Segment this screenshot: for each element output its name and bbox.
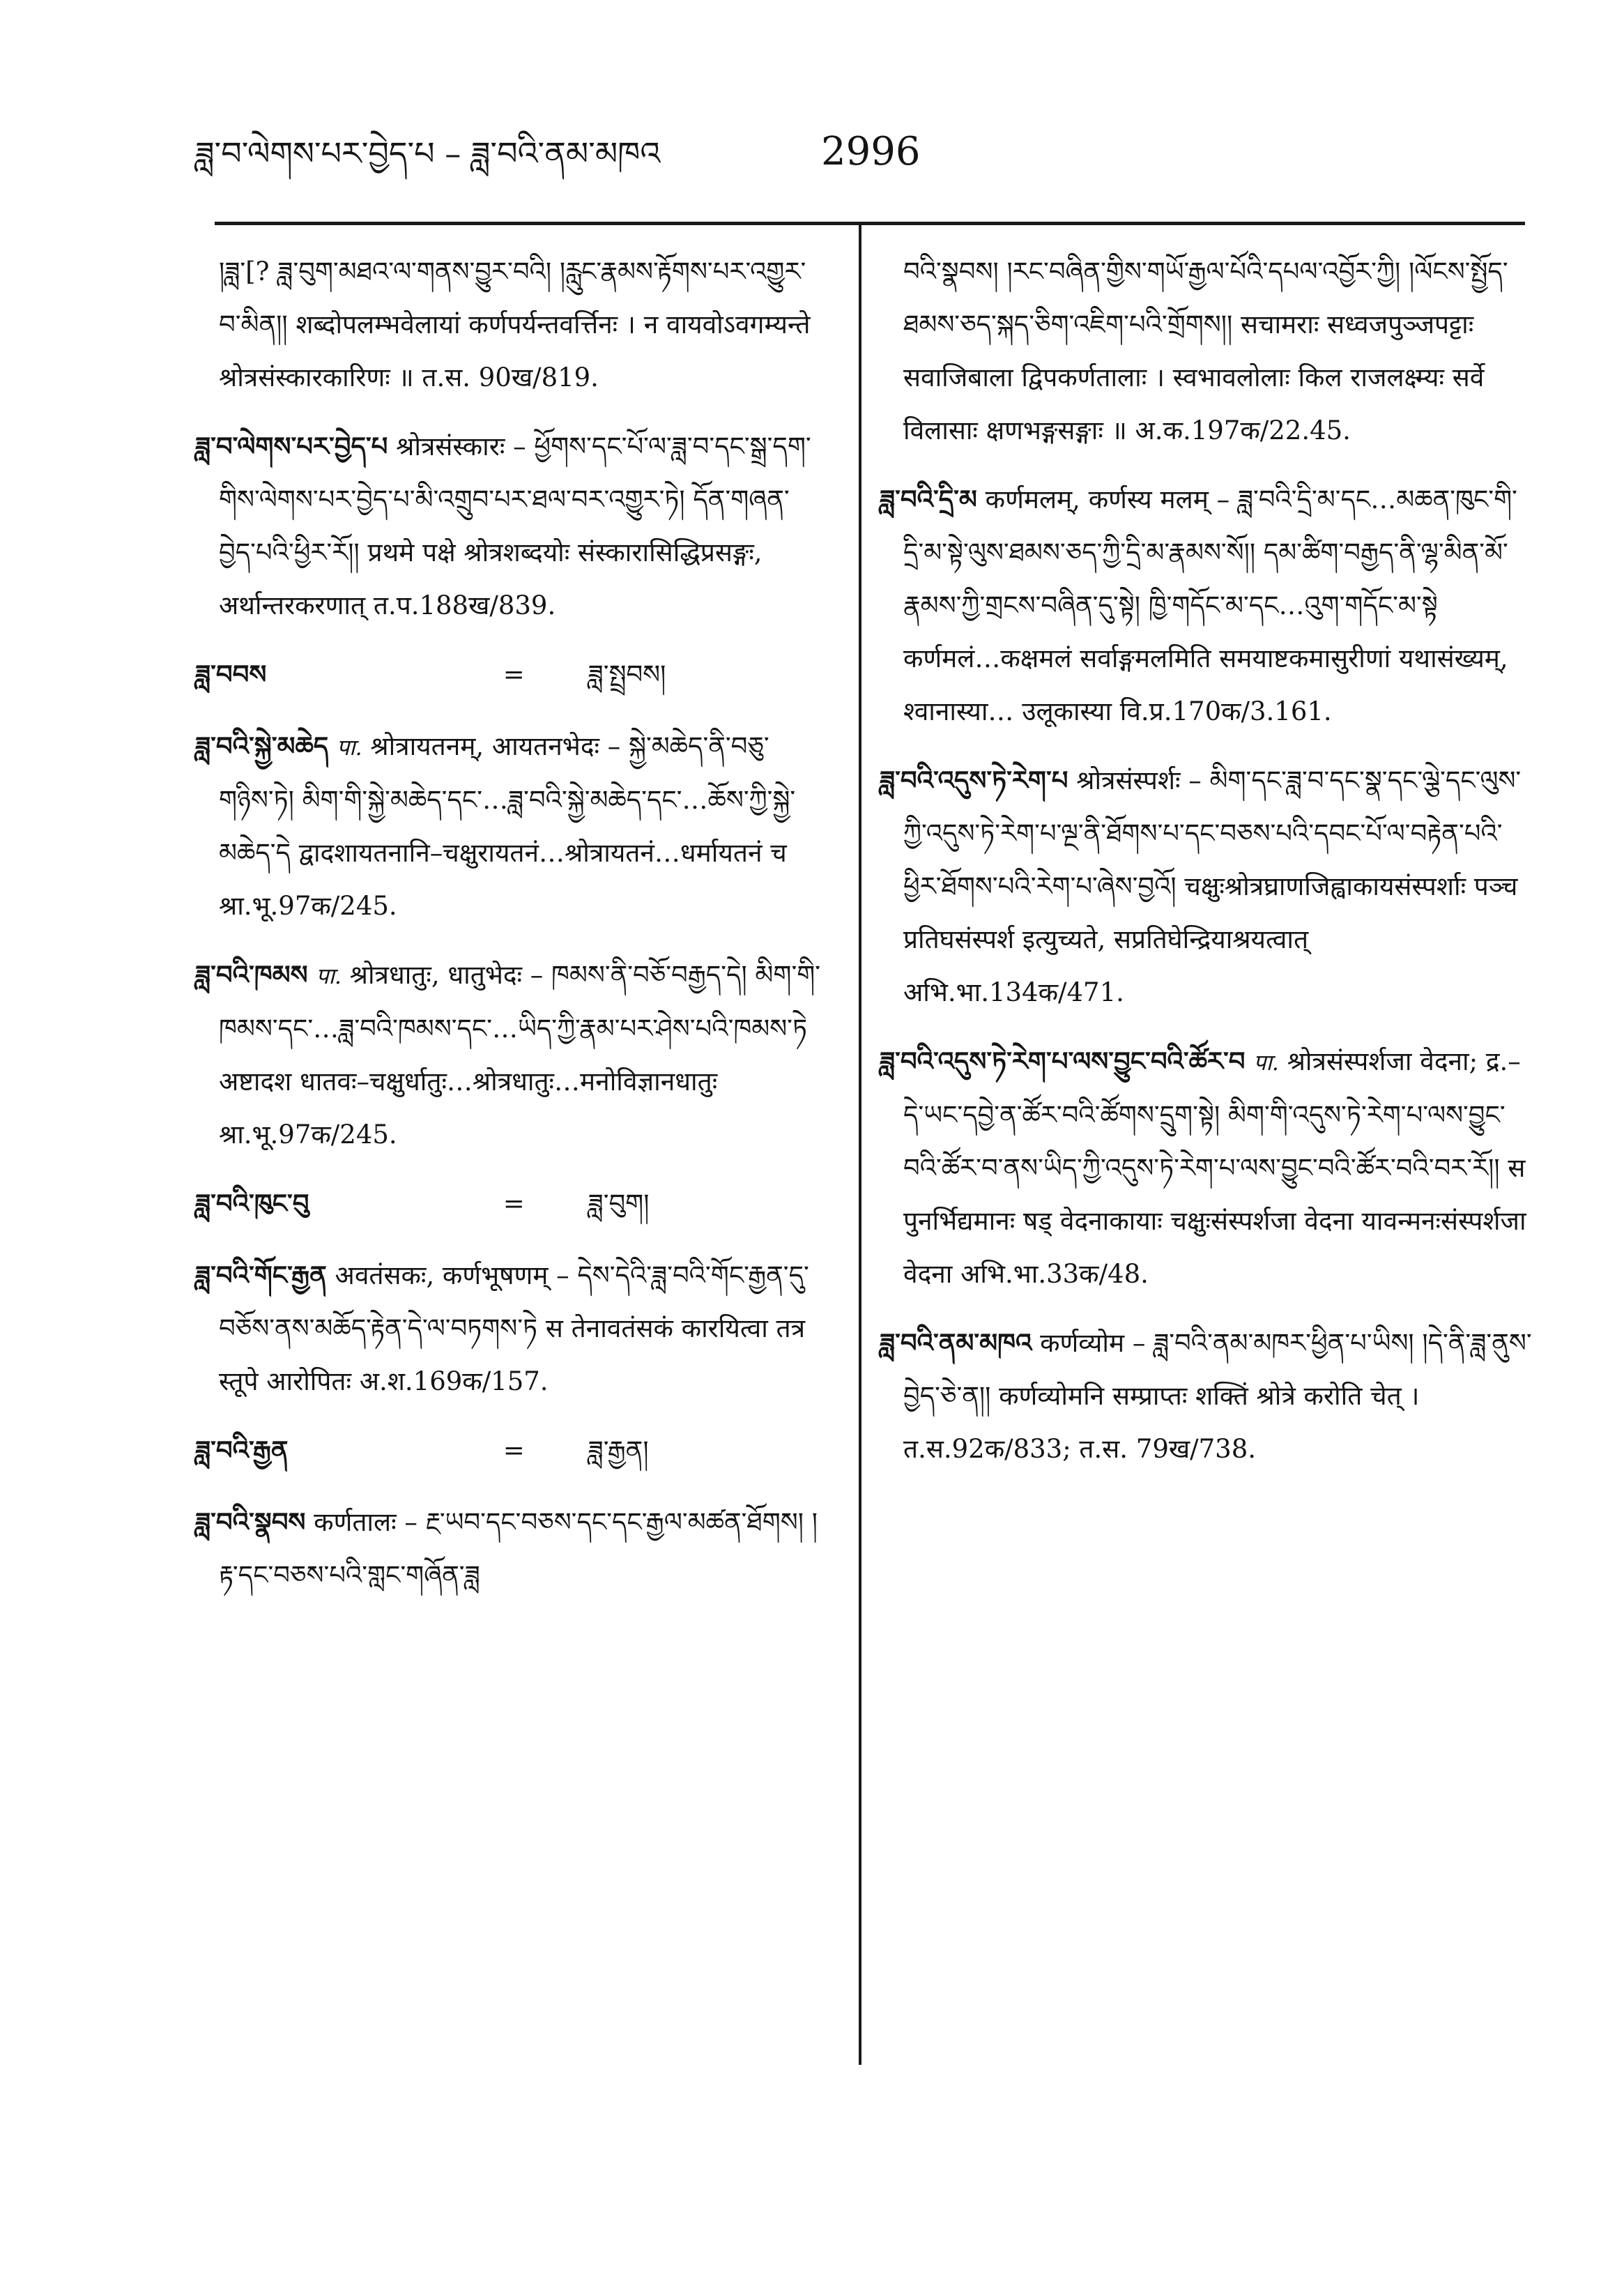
entry-body: श्रोत्रसंस्पर्शजा वेदना; द्र.– དེ་ཡང་དབྱེ་ན་ཚོར་བའི་ཚོགས་དྲུག་སྟེ། མིག་གི་འདུས་ཏེ་རེག་པ་ལས་བྱུང་བའི་ཚོར་བ་ནས་ཡིད་ཀྱི་འདུས་ཏེ་རེག་པ་ལས་བྱུང་བའི་ཚོར་བའི་བར་རོ།། स पुनर्भिद्यमानः षड् वेदनाकायाः चक्षुःसंस्पर्शजा वेदना यावन्मनःसंस्पर्शजा वेदना अभि.भा.33क/48.: [903, 1046, 1526, 1289]
dictionary-entry: [880, 754, 1535, 1019]
dictionary-entry: [880, 473, 1535, 738]
entry-body: श्रोत्रायतनम्, आयतनभेदः – སྐྱེ་མཆེད་ནི་བཅུ་གཉིས་ཏེ། མིག་གི་སྐྱེ་མཆེད་དང་…ཟླ་བའི་སྐྱེ་མཆེད་དང་…ཆོས་ཀྱི་སྐྱེ་མཆེད་དེ द्वादशायतनानि–चक्षुरायतनं…श्रोत्रायतनं…धर्मायतनं च श्रा.भू.97क/245.: [219, 731, 796, 921]
right-column: [880, 245, 1535, 1491]
left-column: [195, 245, 822, 1617]
entry-abbreviation: पा.: [336, 734, 362, 761]
entry-continuation: བའི་སྣབས། །རང་བཞིན་གྱིས་གཡོ་རྒྱལ་པོའི་དཔལ་འབྱོར་ཀྱི། །ལོངས་སྤྱོད་ཐམས་ཅད་སྐད་ཅིག་འཇིག་པའི་གྲོགས།། सचामराः सध्वजपुञ्जपट्टाः सवाजिबाला द्विपकर्णतालाः । स्वभावलोलाः किल राजलक्ष्म्यः सर्वे विलासाः क्षणभङ्गसङ्गाः ॥ अ.क.197क/22.45.: [903, 257, 1508, 445]
dictionary-entry: [195, 948, 822, 1161]
dictionary-entry: [880, 1316, 1535, 1476]
entry-headword: ཟླ་བའི་ནམ་མཁའ: [880, 1327, 1032, 1358]
cross-reference: [195, 1423, 822, 1477]
entry-body: अवतंसकः, कर्णभूषणम् – དེས་དེའི་ཟླ་བའི་གོང་རྒྱན་དུ་བཅོས་ནས་མཆོད་རྟེན་དེ་ལ་བཏགས་ཏེ स तेनावतंसकं कारयित्वा तत्र स्तूपे आरोपितः अ.श.169क/157.: [219, 1260, 809, 1396]
column-divider: [859, 224, 861, 2065]
dictionary-entry: [880, 1035, 1535, 1301]
entry-headword: ཟླ་བའི་འདུས་ཏེ་རེག་པ་ལས་བྱུང་བའི་ཚོར་བ: [880, 1046, 1246, 1076]
entry-headword: ཟླ་བ་ལེགས་པར་བྱེད་པ: [195, 431, 388, 461]
entry-body: श्रोत्रसंस्कारः – ཕྱོགས་དང་པོ་ལ་ཟླ་བ་དང་སྒྲ་དག་གིས་ལེགས་པར་བྱེད་པ་མི་འགྲུབ་པར་ཐལ་བར་འགྱུར་ཏེ། དོན་གཞན་བྱེད་པའི་ཕྱིར་རོ།། प्रथमे पक्षे श्रोत्रशब्दयोः संस्कारासिद्धिप्रसङ्गः, अर्थान्तरकरणात् त.प.188ख/839.: [219, 432, 811, 620]
entry-body: कर्णमलम्, कर्णस्य मलम् – ཟླ་བའི་དྲི་མ་དང…མཆན་ཁུང་གི་དྲི་མ་སྟེ་ལུས་ཐམས་ཅད་ཀྱི་དྲི་མ་རྣམས་སོ།། དམ་ཚིག་བརྒྱད་ནི་ལྷ་མིན་མོ་རྣམས་ཀྱི་གྲངས་བཞིན་དུ་སྟེ། ཁྱི་གདོང་མ་དང…འུག་གདོང་མ་སྟེ कर्णमलं…कक्षमलं सर्वाङ्गमलमिति समयाष्टकमासुरीणां यथासंख्यम्, श्वानास्या… उलूकास्या वि.प्र.170क/3.161.: [903, 484, 1517, 726]
dictionary-entry: [195, 420, 822, 632]
cross-reference: [195, 648, 822, 701]
page-number: 2996: [821, 129, 921, 174]
entry-body: कर्णव्योम – ཟླ་བའི་ནམ་མཁར་ཕྱིན་པ་ཡིས། །དེ་ནི་ཟླ་ནུས་བྱེད་ཅེ་ན།། कर्णव्योमनि सम्प्राप्तः शक्तिं श्रोत्रे करोति चेत् । त.स.92क/833; त.स. 79ख/738.: [903, 1328, 1532, 1464]
entry-body: श्रोत्रधातुः, धातुभेदः – ཁམས་ནི་བཅོ་བརྒྱད་དེ། མིག་གི་ཁམས་དང་…ཟླ་བའི་ཁམས་དང་…ཡིད་ཀྱི་རྣམ་པར་ཤེས་པའི་ཁམས་ཏེ अष्टादश धातवः–चक्षुर्धातुः…श्रोत्रधातुः…मनोविज्ञानधातुः श्रा.भू.97क/245.: [219, 960, 821, 1150]
entry-headword: ཟླ་བའི་གོང་རྒྱན: [195, 1260, 327, 1290]
xref-equals: =: [503, 1189, 525, 1219]
xref-headword: ཟླ་བབས: [195, 659, 267, 689]
entry-continuation: །ཟླ་[? ཟླ་བུག་མཐའ་ལ་གནས་བྱུར་བའི། །རླུང་རྣམས་རྟོགས་པར་འགྱུར་བ་མིན།། शब्दोपलम्भवेलायां कर्णपर्यन्तवर्त्तिनः । न वायवोऽवगम्यन्ते श्रोत्रसंस्कारकारिणः ॥ त.स. 90ख/819.: [219, 257, 811, 392]
entry-abbreviation: पा.: [1253, 1049, 1279, 1076]
xref-equals: =: [503, 659, 525, 689]
entry-headword: ཟླ་བའི་འདུས་ཏེ་རེག་པ: [880, 765, 1068, 795]
header-rule: [215, 222, 1525, 225]
entry-abbreviation: पा.: [316, 963, 342, 989]
entry-headword: ཟླ་བའི་སྐྱེ་མཆེད: [195, 731, 329, 761]
dictionary-entry: [195, 1249, 822, 1408]
xref-headword: ཟླ་བའི་རྒྱན: [195, 1435, 289, 1465]
xref-target: ཟླ་སྤྲབས།: [588, 659, 666, 689]
dictionary-entry: [195, 719, 822, 933]
cross-reference: [195, 1177, 822, 1230]
xref-headword: ཟླ་བའི་ཁུང་བུ: [195, 1188, 309, 1219]
xref-target: ཟླ་རྒྱན།: [588, 1435, 649, 1465]
entry-headword: ཟླ་བའི་སྣབས: [195, 1506, 306, 1537]
running-head: ཟླ་བ་ལེགས་པར་བྱེད་པ – ཟླ་བའི་ནམ་མཁའ: [195, 135, 661, 172]
entry-headword: ཟླ་བའི་དྲི་མ: [880, 484, 977, 514]
xref-equals: =: [503, 1435, 525, 1465]
xref-target: ཟླ་བུག།: [588, 1189, 650, 1219]
entry-headword: ཟླ་བའི་ཁམས: [195, 959, 308, 990]
dictionary-entry: [195, 1495, 822, 1602]
entry-body: कर्णतालः – རྔ་ཡབ་དང་བཅས་དང་དང་རྒྱལ་མཚན་ཐོགས། །རྟ་དང་བཅས་པའི་གླང་གཞོན་ཟླ: [219, 1507, 818, 1590]
entry-body: श्रोत्रसंस्पर्शः – མིག་དང་ཟླ་བ་དང་སྣ་དང་ལྕེ་དང་ལུས་ཀྱི་འདུས་ཏེ་རེག་པ་ལྔ་ནི་ཐོགས་པ་དང་བཅས་པའི་དབང་པོ་ལ་བརྟེན་པའི་ཕྱིར་ཐོགས་པའི་རེག་པ་ཞེས་བྱའོ། चक्षुःश्रोत्रघ्राणजिह्वाकायसंस्पर्शाः पञ्च प्रतिघसंस्पर्श इत्युच्यते, सप्रतिघेन्द्रियाश्रयत्वात् अभि.भा.134क/471.: [903, 765, 1522, 1007]
